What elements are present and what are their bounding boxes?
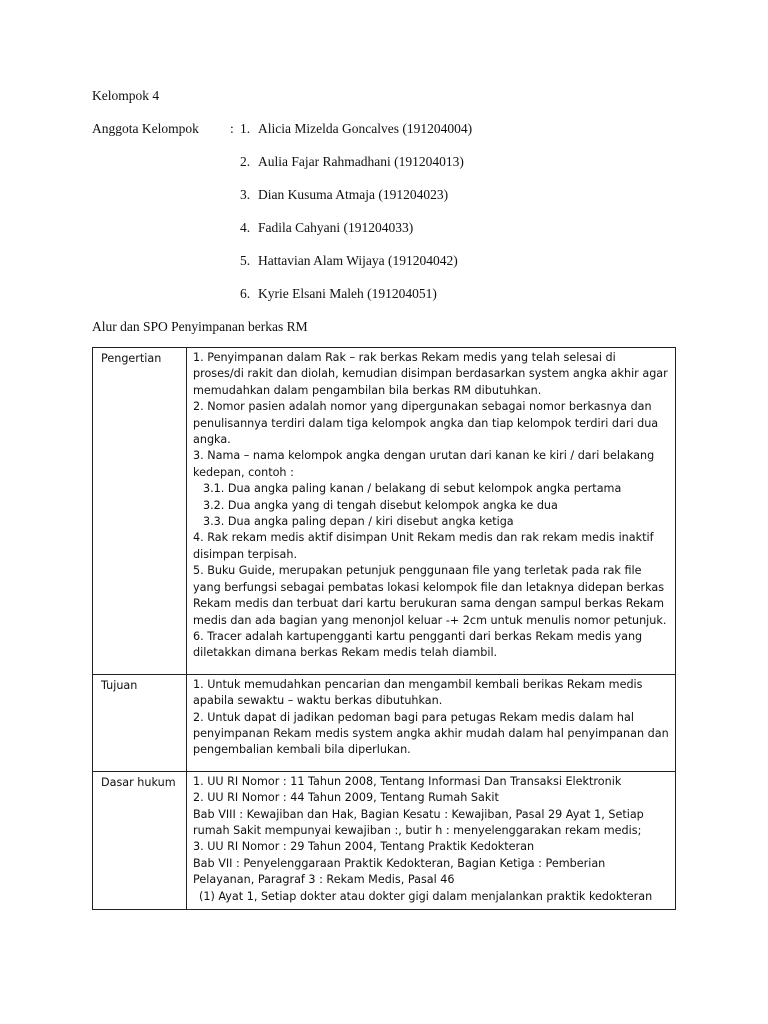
content-line: 2. Untuk dapat di jadikan pedoman bagi para petugas Rekam medis dalam hal penyimpanan Rekam medis system angka akhir mudah dalam hal penyimpanan dan pengembalian kembali bila diperlukan. — [193, 710, 669, 757]
member-number: 2. — [240, 154, 251, 169]
content-subline: 3.2. Dua angka yang di tengah disebut kelompok angka ke dua — [203, 498, 558, 512]
table-row-pengertian — [93, 348, 676, 675]
content-line: Bab VIII : Kewajiban dan Hak, Bagian Kesatu : Kewajiban, Pasal 29 Ayat 1, Setiap rumah Sakit mempunyai kewajiban :, butir h : menyelenggarakan rekam medis; — [193, 807, 644, 837]
member-number: 6. — [240, 286, 251, 301]
content-line: 1. Untuk memudahkan pencarian dan mengambil kembali berikas Rekam medis apabila sewaktu – waktu berkas dibutuhkan. — [193, 677, 643, 708]
content-line: 3. Nama – nama kelompok angka dengan urutan dari kanan ke kiri / dari belakang kedepan, contoh : — [193, 449, 655, 479]
section-title: Alur dan SPO Penyimpanan berkas RM — [92, 319, 308, 334]
content-line: 4. Rak rekam medis aktif disimpan Unit Rekam medis dan rak rekam medis inaktif disimpan terpisah. — [193, 531, 654, 561]
content-subline: 3.3. Dua angka paling depan / kiri disebut angka ketiga — [203, 515, 514, 529]
row-label: Dasar hukum — [93, 771, 187, 909]
member-name: Aulia Fajar Rahmadhani (191204013) — [258, 154, 464, 169]
members-colon: : — [230, 121, 234, 136]
member-item — [240, 220, 472, 253]
group-title: Kelompok 4 — [92, 88, 160, 103]
spo-table — [92, 347, 676, 910]
content-line: 1. Penyimpanan dalam Rak – rak berkas Rekam medis yang telah selesai di proses/di rakit dan diolah, kemudian disimpan berdasarkan system angka akhir agar memudahkan dalam pengambilan bila berkas RM dibutuhkan. — [193, 351, 668, 397]
member-name: Alicia Mizelda Goncalves (191204004) — [258, 121, 473, 136]
row-content — [187, 674, 676, 771]
member-number: 3. — [240, 187, 251, 202]
member-name: Fadila Cahyani (191204033) — [258, 220, 414, 235]
member-item — [240, 253, 472, 286]
member-item — [240, 187, 472, 220]
row-label: Pengertian — [93, 348, 187, 675]
content-line: 2. UU RI Nomor : 44 Tahun 2009, Tentang Rumah Sakit — [193, 791, 499, 805]
member-name: Kyrie Elsani Maleh (191204051) — [258, 286, 437, 301]
member-item — [240, 121, 472, 154]
content-line: 6. Tracer adalah kartupengganti kartu pengganti dari berkas Rekam medis yang diletakkan dimana berkas Rekam medis telah diambil. — [193, 629, 643, 660]
member-item — [240, 286, 472, 319]
row-content — [187, 771, 676, 909]
member-name: Dian Kusuma Atmaja (191204023) — [258, 187, 449, 202]
content-line: 2. Nomor pasien adalah nomor yang dipergunakan sebagai nomor berkasnya dan penulisannya terdiri dalam tiga kelompok angka dan tiap kelompok terdiri dari dua angka. — [193, 400, 659, 447]
content-subline: 3.1. Dua angka paling kanan / belakang di sebut kelompok angka pertama — [203, 482, 622, 496]
content-line: 1. UU RI Nomor : 11 Tahun 2008, Tentang Informasi Dan Transaksi Elektronik — [193, 774, 622, 788]
table-row-tujuan — [93, 674, 676, 771]
member-item — [240, 154, 472, 187]
member-name: Hattavian Alam Wijaya (191204042) — [258, 253, 458, 268]
content-line: (1) Ayat 1, Setiap dokter atau dokter gigi dalam menjalankan praktik kedokteran — [199, 889, 653, 903]
member-number: 1. — [240, 121, 251, 136]
content-line: 5. Buku Guide, merupakan petunjuk penggunaan file yang terletak pada rak file yang berfungsi sebagai pembatas lokasi kelompok file dan letaknya didepan berkas Rekam medis dan terbuat dari kartu berukuran sama dengan sampul berkas Rekam medis dan ada bagian yang menonjol keluar -+ 2cm untuk menulis nomor petunjuk. — [193, 564, 667, 627]
row-content — [187, 348, 676, 675]
members-label: Anggota Kelompok — [92, 121, 199, 136]
member-list — [240, 121, 472, 319]
member-number: 4. — [240, 220, 251, 235]
content-line: 3. UU RI Nomor : 29 Tahun 2004, Tentang Praktik Kedokteran — [193, 840, 535, 854]
content-line: Bab VII : Penyelenggaraan Praktik Kedokteran, Bagian Ketiga : Pemberian Pelayanan, Paragraf 3 : Rekam Medis, Pasal 46 — [193, 856, 606, 887]
row-label: Tujuan — [93, 674, 187, 771]
table-row-dasar-hukum — [93, 771, 676, 909]
member-number: 5. — [240, 253, 251, 268]
